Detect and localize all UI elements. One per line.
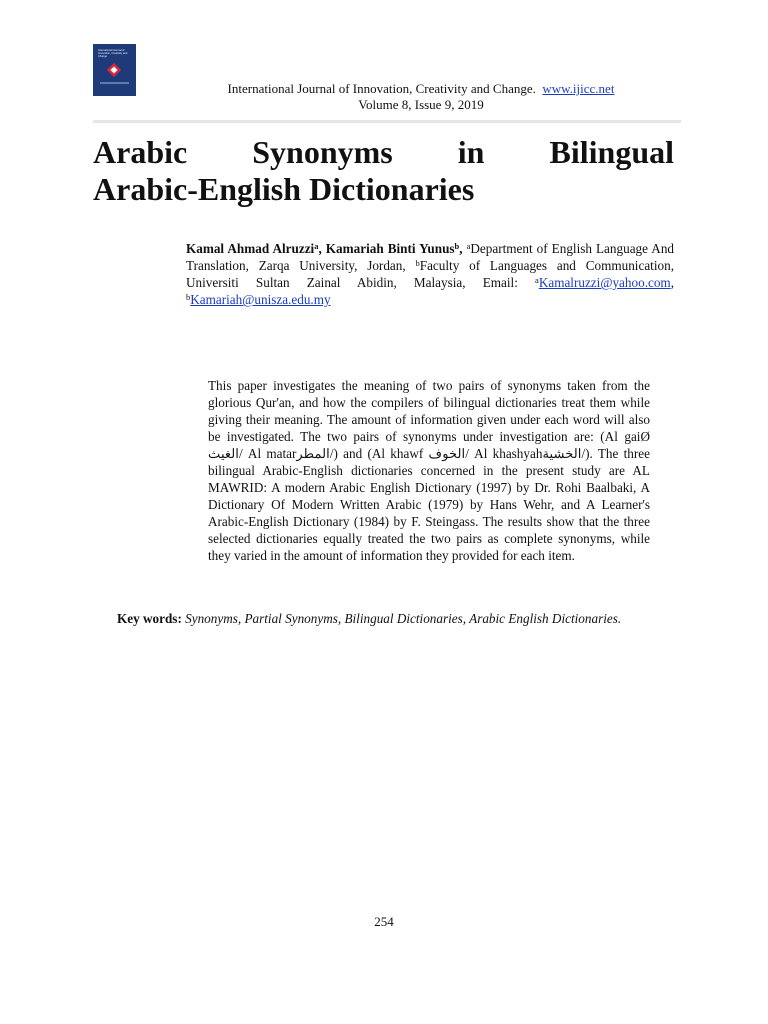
abstract <box>208 377 650 564</box>
logo-text: International Journal of Innovation, Creativity and Change <box>98 49 128 58</box>
abstract-arabic-3: الخوف <box>428 446 466 461</box>
email-separator: , <box>670 275 674 290</box>
abstract-arabic-2: المطر <box>296 446 330 461</box>
paper-title-line-1: Arabic Synonyms in Bilingual <box>93 134 674 170</box>
volume-issue-text: Volume 8, Issue 9, 2019 <box>358 97 484 112</box>
header-divider <box>93 120 681 123</box>
affiliation-a-sup: a <box>466 241 471 251</box>
author-comma: , <box>459 241 467 256</box>
page-number: 254 <box>374 914 394 929</box>
abstract-part-1: This paper investigates the meaning of two pairs of synonyms taken from the glorious Qur'an, and how the compilers of bilingual dictionaries treat them while giving their meaning. The amount of information given under each word will also be investigated. The two pairs of synonyms under investigation are: (Al gaiØ <box>208 378 650 444</box>
paper-title <box>93 134 674 208</box>
email-a-sup: a <box>535 275 539 285</box>
email-b-link[interactable]: Kamariah@unisza.edu.my <box>190 292 331 307</box>
abstract-arabic-4: الخشية <box>542 446 582 461</box>
keywords-list: Synonyms, Partial Synonyms, Bilingual Dictionaries, Arabic English Dictionaries. <box>185 611 622 626</box>
author-2-sup: b <box>454 241 460 251</box>
authors-block <box>186 240 674 308</box>
affiliation-a: Department of English Language And Translation, Zarqa University, Jordan, <box>186 241 675 273</box>
keywords-label: Key words: <box>117 611 182 626</box>
journal-header <box>0 81 768 97</box>
journal-name: International Journal of Innovation, Creativity and Change. <box>227 81 536 96</box>
abstract-part-2: / Al matar <box>238 446 297 461</box>
volume-issue <box>0 97 768 113</box>
affiliation-b: Faculty of Languages and Communication, Universiti Sultan Zainal Abidin, Malaysia, Email: <box>186 258 674 290</box>
abstract-part-4: / Al khashyah <box>465 446 543 461</box>
abstract-part-3: /) and (Al khawf <box>329 446 429 461</box>
email-b-sup: b <box>186 292 191 302</box>
abstract-arabic-1: الغيث <box>208 446 239 461</box>
keywords <box>117 610 650 627</box>
journal-cover-logo-icon <box>106 62 122 78</box>
paper-title-line-2: Arabic-English Dictionaries <box>93 171 475 207</box>
author-1-sup: a <box>314 241 319 251</box>
journal-url-link[interactable]: www.ijicc.net <box>542 81 615 96</box>
email-a-link[interactable]: Kamalruzzi@yahoo.com <box>538 275 671 290</box>
author-2: Kamariah Binti Yunus <box>325 241 455 256</box>
author-separator: , <box>318 241 326 256</box>
author-1: Kamal Ahmad Alruzzi <box>186 241 315 256</box>
affiliation-b-sup: b <box>415 258 420 268</box>
abstract-part-5: /). The three bilingual Arabic-English dictionaries concerned in the present study are AL MAWRID: A modern Arabic English Dictionary (1997) by Dr. Rohi Baalbaki, A Dictionary Of Modern Written Arabic (1979) by Hans Wehr, and A Learner's Arabic-English Dictionary (1984) by F. Steingass. The results show that the three selected dictionaries equally treated the two pairs as complete synonyms, while they varied in the amount of information they provided for each item. <box>208 446 650 563</box>
